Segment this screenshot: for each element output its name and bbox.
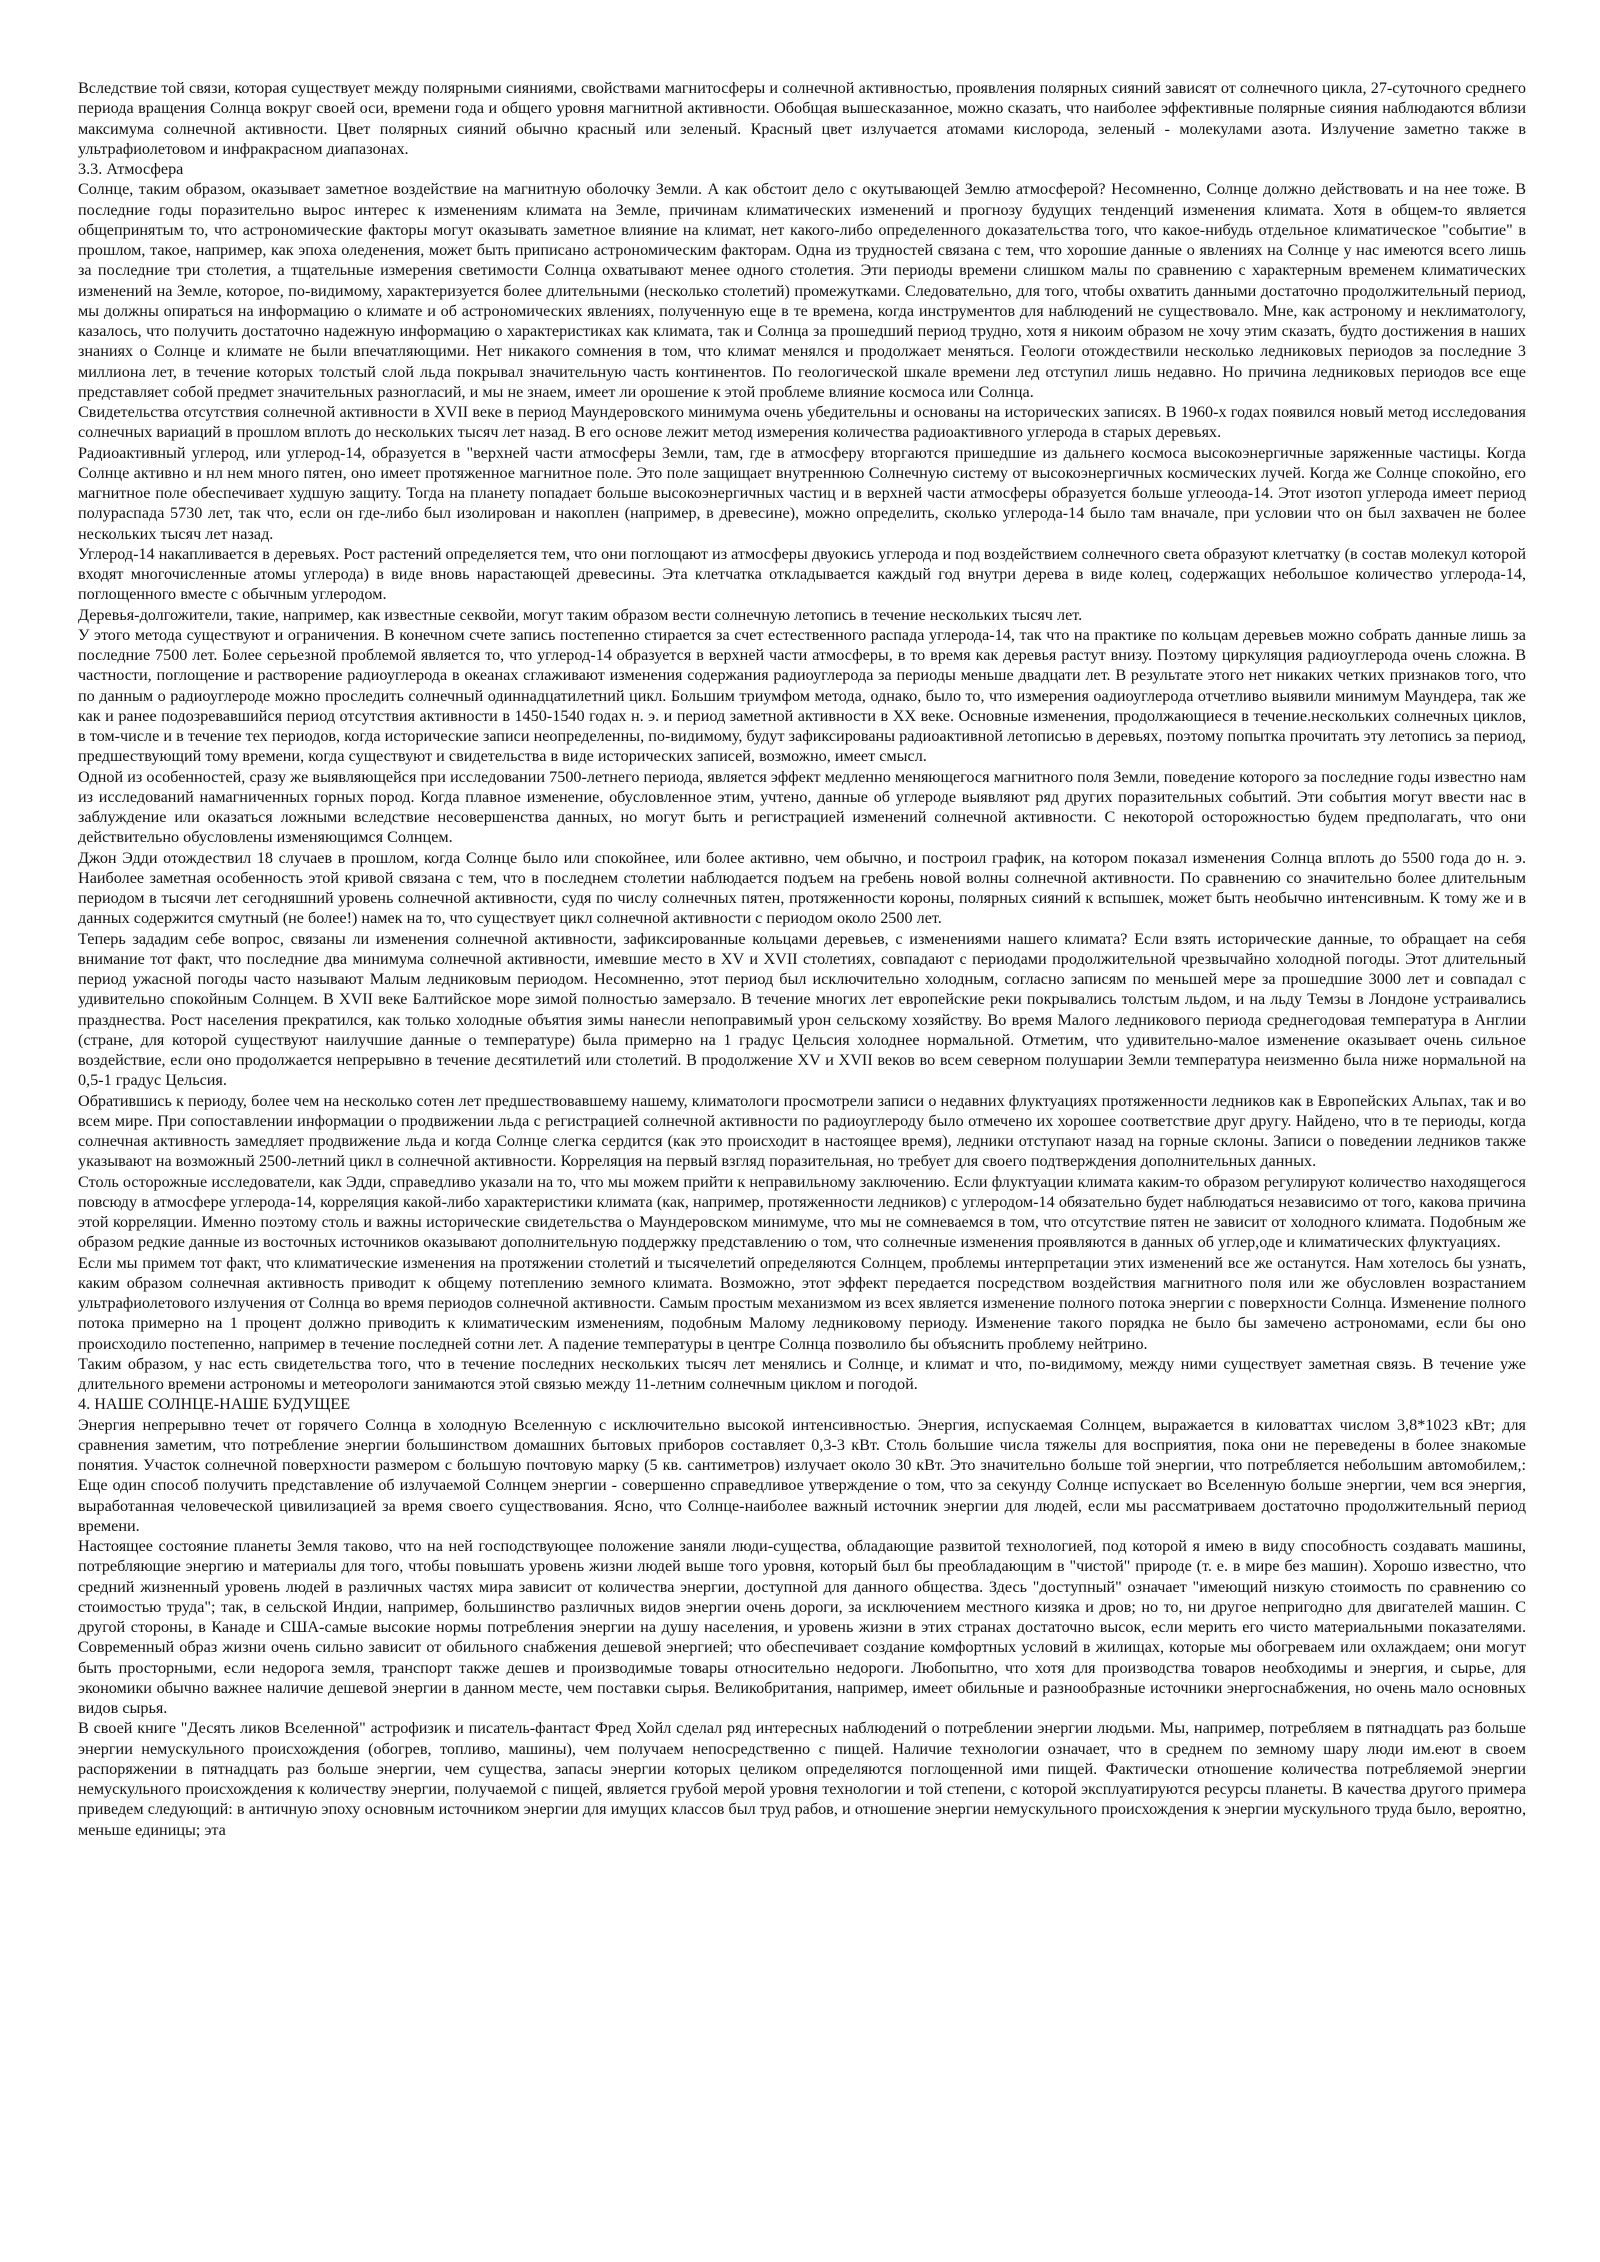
paragraph: Теперь зададим себе вопрос, связаны ли изменения солнечной активности, зафиксированные кольцами деревьев, с изменениями нашего климата? Если взять исторические данные, то обращает на себя внимание тот факт, что последние два минимума солнечной активности, имевшие место в XV и XVII столетиях, совпадают с периодами продолжительной чрезвычайно холодной погоды. Этот длительный период ужасной погоды часто называют Малым ледниковым периодом. Несомненно, этот период был исключительно холодным, согласно записям по меньшей мере за прошедшие 3000 лет и совпадал с удивительно спокойным Солнцем. В XVII веке Балтийское море зимой полностью замерзало. В течение многих лет европейские реки покрывались толстым льдом, и на льду Темзы в Лондоне устраивались празднества. Рост населения прекратился, как только холодные объятия зимы нанесли непоправимый урон сельскому хозяйству. Во время Малого ледникового периода среднегодовая температура в Англии (стране, для которой существуют наилучшие данные о температуре) была примерно на 1 градус Цельсия холоднее нормальной. Отметим, что удивительно-малое изменение оказывает очень сильное воздействие, если оно продолжается непрерывно в течение десятилетий или столетий. В продолжение XV и XVII веков во всем северном полушарии Земли температура неизменно была ниже нормальной на 0,5-1 градус Цельсия. [78,929,1526,1090]
document-page [78,78,1526,2248]
paragraph: Свидетельства отсутствия солнечной активности в XVII веке в период Маундеровского минимума очень убедительны и основаны на исторических записях. В 1960-х годах появился новый метод исследования солнечных вариаций в прошлом вплоть до нескольких тысяч лет назад. В его основе лежит метод измерения количества радиоактивного углерода в старых деревьях. [78,403,1526,442]
paragraph: Солнце, таким образом, оказывает заметное воздействие на магнитную оболочку Земли. А как обстоит дело с окутывающей Землю атмосферой? Несомненно, Солнце должно действовать и на нее тоже. В последние годы поразительно вырос интерес к изменениям климата на Земле, причинам климатических изменений и прогнозу будущих тенденций изменения климата. Хотя в общем-то является общепринятым то, что астрономические факторы могут оказывать заметное влияние на климат, нет какого-либо определенного доказательства того, что какое-нибудь отдельное климатическое "событие" в прошлом, такое, например, как эпоха оледенения, может быть приписано астрономическим факторам. Одна из трудностей связана с тем, что хорошие данные о явлениях на Солнце у нас имеются всего лишь за последние три столетия, а тщательные измерения светимости Солнца охватывают менее одного столетия. Эти периоды времени слишком малы по сравнению с характерным временем климатических изменений на Земле, которое, по-видимому, характеризуется более длительными (несколько столетий) промежутками. Следовательно, для того, чтобы охватить данными достаточно продолжительный период, мы должны опираться на информацию о климате и об астрономических явлениях, полученную еще в те времена, когда инструментов для наблюдений не существовало. Мне, как астроному и неклиматологу, казалось, что получить достаточно надежную информацию о характеристиках как климата, так и Солнца за прошедший период трудно, хотя я никоим образом не хочу этим сказать, будто достижения в наших знаниях о Солнце и климате не были впечатляющими. Нет никакого сомнения в том, что климат менялся и продолжает меняться. Геологи отождествили несколько ледниковых периодов за последние 3 миллиона лет, в течение которых толстый слой льда покрывал значительную часть континентов. По геологической шкале времени лед отступил лишь недавно. Но причина ледниковых периодов все еще представляет собой предмет значительных разногласий, и мы не знаем, имеет ли орошение к этой проблеме влияние космоса или Солнца. [78,180,1526,401]
paragraph: Настоящее состояние планеты Земля таково, что на ней господствующее положение заняли люди-существа, обладающие развитой технологией, под которой я имею в виду способность создавать машины, потребляющие энергию и материалы для того, чтобы повышать уровень жизни людей выше того уровня, который был бы преобладающим в "чистой" природе (т. е. в мире без машин). Хорошо известно, что средний жизненный уровень людей в различных частях мира зависит от количества энергии, доступной для данного общества. Здесь "доступный" означает "имеющий низкую стоимость по сравнению со стоимостью труда"; так, в сельской Индии, например, большинство различных видов энергии очень дороги, за исключением местного кизяка и дров; но то, ни другое непригодно для двигателей машин. С другой стороны, в Канаде и США-самые высокие нормы потребления энергии на душу населения, и уровень жизни в этих странах достаточно высок, если мерить его чисто материальными показателями. Современный образ жизни очень сильно зависит от обильного снабжения дешевой энергией; что обеспечивает создание комфортных условий в жилищах, которые мы обогреваем или охлаждаем; они могут быть просторными, если недорога земля, транспорт также дешев и производимые товары относительно недороги. Любопытно, что хотя для производства товаров необходимы и энергия, и сырье, для экономики обычно важнее наличие дешевой энергии в данном месте, чем поставки сырья. Великобритания, например, имеет обильные и разнообразные источники энергоснабжения, но очень мало основных видов сырья. [78,1537,1526,1717]
paragraph: Джон Эдди отождествил 18 случаев в прошлом, когда Солнце было или спокойнее, или более активно, чем обычно, и построил график, на котором показал изменения Солнца вплоть до 5500 года до н. э. Наиболее заметная особенность этой кривой связана с тем, что в последнем столетии наблюдается подъем на гребень новой волны солнечной активности. По сравнению со значительно более длительным периодом в тысячи лет сегодняшний уровень солнечной активности, судя по числу солнечных пятен, протяженности короны, полярных сияний к вспышек, может быть необычно интенсивным. К тому же и в данных содержится смутный (не более!) намек на то, что существует цикл солнечной активности с периодом около 2500 лет. [78,848,1526,928]
paragraph: Вследствие той связи, которая существует между полярными сияниями, свойствами магнитосферы и солнечной активностью, проявления полярных сияний зависят от солнечного цикла, 27-суточного среднего периода вращения Солнца вокруг своей оси, времени года и общего уровня магнитной активности. Обобщая вышесказанное, можно сказать, что наиболее эффективные полярные сияния наблюдаются вблизи максимума солнечной активности. Цвет полярных сияний обычно красный или зеленый. Красный цвет излучается атомами кислорода, зеленый - молекулами азота. Излучение заметно также в ультрафиолетовом и инфракрасном диапазонах. [78,79,1526,158]
paragraph: Столь осторожные исследователи, как Эдди, справедливо указали на то, что мы можем прийти к неправильному заключению. Если флуктуации климата каким-то образом регулируют количество находящегося повсюду в атмосфере углерода-14, корреляция какой-либо характеристики климата (как, например, протяженности ледников) с углеродом-14 обязательно будет наблюдаться независимо от того, какова причина этой корреляции. Именно поэтому столь и важны исторические свидетельства о Маундеровском минимуме, что мы не сомневаемся в том, что отсутствие пятен не зависит от холодного климата. Подобным же образом редкие данные из восточных источников оказывают дополнительную поддержку представлению о том, что солнечные изменения проявляются в данных об углер,оде и климатических флуктуациях. [78,1172,1526,1252]
paragraph: Таким образом, у нас есть свидетельства того, что в течение последних нескольких тысяч лет менялись и Солнце, и климат и что, по-видимому, между ними существует заметная связь. В течение уже длительного времени астрономы и метеорологи занимаются этой связью между 11-летним солнечным циклом и погодой. [78,1354,1526,1393]
paragraph: Если мы примем тот факт, что климатические изменения на протяжении столетий и тысячелетий определяются Солнцем, проблемы интерпретации этих изменений все же останутся. Нам хотелось бы узнать, каким образом солнечная активность приводит к общему потеплению земного климата. Возможно, этот эффект передается посредством воздействия магнитного поля или же обусловлен возрастанием ультрафиолетового излучения от Солнца во время периодов солнечной активности. Самым простым механизмом из всех является изменение полного потока энергии с поверхности Солнца. Изменение полного потока примерно на 1 процент должно приводить к климатическим изменениям, подобным Малому ледниковому периоду. Изменение такого порядка не было бы замечено астрономами, если бы оно происходило постепенно, например в течение последней сотни лет. А падение температуры в центре Солнца позволило бы объяснить проблему нейтрино. [78,1253,1526,1353]
paragraph: В своей книге "Десять ликов Вселенной" астрофизик и писатель-фантаст Фред Хойл сделал ряд интересных наблюдений о потреблении энергии людьми. Мы, например, потребляем в пятнадцать раз больше энергии немускульного происхождения (обогрев, топливо, машины), чем получаем непосредственно с пищей. Наличие технологии означает, что в среднем по земному шару люди им.еют в своем распоряжении в пятнадцать раз больше энергии, чем существа, запасы энергии которых целиком определяются поглощенной ими пищей. Фактически отношение количества потребляемой энергии немускульного происхождения к количеству энергии, получаемой с пищей, является грубой мерой уровня технологии и той степени, с которой эксплуатируются ресурсы планеты. В качества другого примера приведем следующий: в античную эпоху основным источником энергии для имущих классов был труд рабов, и отношение энергии немускульного происхождения к энергии мускульного труда было, вероятно, меньше единицы; эта [78,1719,1526,1839]
paragraph: У этого метода существуют и ограничения. В конечном счете запись постепенно стирается за счет естественного распада углерода-14, так что на практике по кольцам деревьев можно собрать данные лишь за последние 7500 лет. Более серьезной проблемой является то, что углерод-14 образуется в верхней части атмосферы, в то время как деревья растут внизу. Поэтому циркуляция радиоуглерода очень сложна. В частности, поглощение и растворение радиоуглерода в океанах сглаживают изменения содержания радиоуглерода за периоды меньше двадцати лет. В результате этого нет никаких четких признаков того, что по данным о радиоуглероде можно проследить солнечный одиннадцатилетний цикл. Большим триумфом метода, однако, было то, что измерения оадиоуглерода отчетливо выявили минимум Маундера, так же как и ранее подозревавшийся период отсутствия активности в 1450-1540 годах н. э. и период заметной активности в XX веке. Основные изменения, продолжающиеся в течение.нескольких солнечных циклов, в том-числе и в течение тех периодов, когда исторические записи неопределенны, по-видимому, будут зафиксированы радиоактивной летописью в деревьях, поэтому попытка прочитать эту летопись за период, предшествующий тому времени, когда существуют и свидетельства в виде исторических записей, возможно, имеет смысл. [78,625,1526,766]
paragraph: Энергия непрерывно течет от горячего Солнца в холодную Вселенную с исключительно высокой интенсивностью. Энергия, испускаемая Солнцем, выражается в киловаттах числом 3,8*1023 кВт; для сравнения заметим, что потребление энергии большинством домашних бытовых приборов составляет 0,3-3 кВт. Столь большие числа тяжелы для восприятия, пока они не переведены в более знакомые понятия. Участок солнечной поверхности размером с большую почтовую марку (5 кв. сантиметров) излучает около 30 кВт. Это значительно больше той энергии, что потребляется небольшим автомобилем,: Еще один способ получить представление об излучаемой Солнцем энергии - совершенно справедливое утверждение о том, что за секунду Солнце испускает во Вселенную больше энергии, чем вся энергия, выработанная человеческой цивилизацией за время своего существования. Ясно, что Солнце-наиболее важный источник энергии для людей, если мы рассматриваем достаточно продолжительный период времени. [78,1415,1526,1535]
paragraph: Обратившись к периоду, более чем на несколько сотен лет предшествовавшему нашему, климатологи просмотрели записи о недавних флуктуациях протяженности ледников как в Европейских Альпах, так и во всем мире. При сопоставлении информации о продвижении льда с регистрацией солнечной активности по радиоуглероду было отмечено их хорошее соответствие друг другу. Найдено, что в те периоды, когда солнечная активность замедляет продвижение льда и когда Солнце слегка сердится (как это происходит в настоящее время), ледники отступают назад на горные склоны. Записи о поведении ледников также указывают на возможный 2500-летний цикл в солнечной активности. Корреляция на первый взгляд поразительная, но требует для своего подтверждения дополнительных данных. [78,1091,1526,1171]
paragraph: Одной из особенностей, сразу же выявляющейся при исследовании 7500-летнего периода, является эффект медленно меняющегося магнитного поля Земли, поведение которого за последние годы известно нам из исследований намагниченных горных пород. Когда плавное изменение, обусловленное этим, учтено, данные об углероде выявляют ряд других поразительных событий. Эти события могут ввести нас в заблуждение или оказаться ложными вследствие несовершенства данных, но могут быть и регистрацией изменений солнечной активности. С некоторой осторожностью будем предполагать, что они действительно обусловлены изменяющимся Солнцем. [78,767,1526,847]
paragraph: Радиоактивный углерод, или углерод-14, образуется в "верхней части атмосферы Земли, там, где в атмосферу вторгаются пришедшие из дальнего космоса высокоэнергичные заряженные частицы. Когда Солнце активно и нл нем много пятен, оно имеет протяженное магнитное поле. Это поле защищает внутреннюю Солнечную систему от высокоэнергичных космических лучей. Когда же Солнце спокойно, его магнитное поле обеспечивает худшую защиту. Тогда на планету попадает больше высокоэнергичных частиц и в верхней части атмосферы образуется больше углеоода-14. Этот изотоп углерода имеет период полураспада 5730 лет, так что, если он где-либо был изолирован и накоплен (например, в древесине), можно определить, сколько углерода-14 было там вначале, при условии что он был захвачен не более нескольких тысяч лет назад. [78,443,1526,543]
section-heading-atmosphere: 3.3. Атмосфера [78,160,184,178]
section-heading-future: 4. НАШЕ СОЛНЦЕ-НАШЕ БУДУЩЕЕ [78,1395,351,1414]
paragraph: Деревья-долгожители, такие, например, как известные секвойи, могут таким образом вести солнечную летопись в течение нескольких тысяч лет. [78,605,1083,624]
paragraph: Углерод-14 накапливается в деревьях. Рост растений определяется тем, что они поглощают из атмосферы двуокись углерода и под воздействием солнечного света образуют клетчатку (в состав молекул которой входят многочисленные атомы углерода) в виде вновь нарастающей древесины. Эта клетчатка откладывается каждый год внутри дерева в виде колец, содержащих небольшое количество углерода-14, поглощенного вместе с обычным углеродом. [78,544,1526,604]
